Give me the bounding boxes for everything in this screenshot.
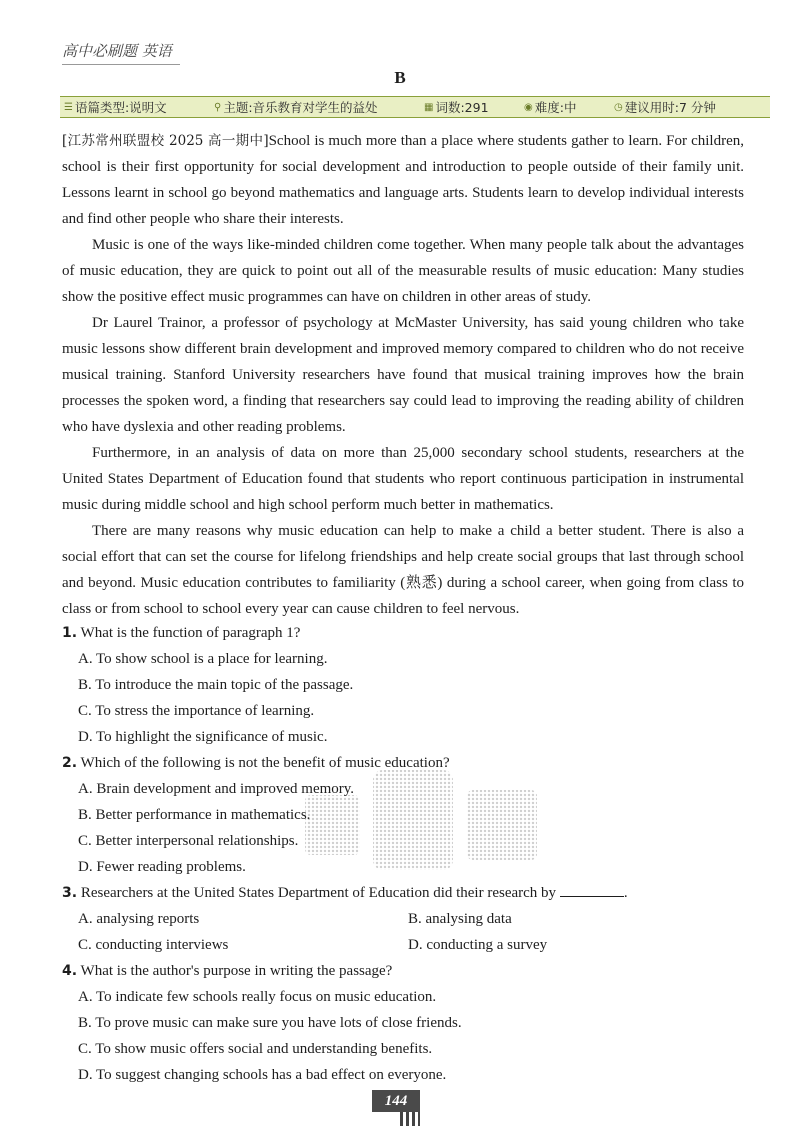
option-c: C. To show music offers social and understanding benefits. xyxy=(78,1041,433,1057)
option-a: A. analysing reports xyxy=(78,911,200,927)
option-row xyxy=(78,932,744,958)
grid-icon: ▦ xyxy=(424,101,434,113)
passage-paragraph-4: Furthermore, in an analysis of data on more than 25,000 secondary school students, researchers at the United States Department of Education found that students who report continuous participation in instrumental music during middle school and high school perform much better in mathematics. xyxy=(62,445,744,513)
option-c: C. conducting interviews xyxy=(78,937,229,953)
option-d: D. To suggest changing schools has a bad effect on everyone. xyxy=(78,1067,447,1083)
option-b: B. Better performance in mathematics. xyxy=(78,807,311,823)
difficulty-icon: ◉ xyxy=(524,101,533,113)
section-letter: B xyxy=(394,68,406,87)
book-header: 高中必刷题 英语 xyxy=(62,40,180,65)
info-time-label: 建议用时:7 分钟 xyxy=(624,100,716,115)
option-c: C. Better interpersonal relationships. xyxy=(78,833,299,849)
option-b: B. analysing data xyxy=(408,911,512,927)
passage-paragraph-5: There are many reasons why music education can help to make a child a better student. There is also a social effort that can set the course for lifelong friendships and help create social groups that last through school and beyond. Music education contributes to familiarity (熟悉) during a school career, when going from class to class or from school to school every year can cause children to feel nervous. xyxy=(62,523,744,617)
paragraph-text: School is much more than a place where students gather to learn. For children, school is their first opportunity for social development and introduction to people outside of their family unit. Lessons learnt in school go beyond mathematics and language arts. Students learn to develop individual interests and find other people who share their interests. xyxy=(62,133,744,227)
question-number: 4. xyxy=(62,963,78,979)
clock-icon: ◷ xyxy=(614,101,623,113)
option-a: A. Brain development and improved memory. xyxy=(78,781,355,797)
reading-passage xyxy=(62,128,744,622)
info-type-label: 语篇类型:说明文 xyxy=(74,100,167,115)
page-number: 144 xyxy=(372,1090,420,1112)
info-theme-label: 主题:音乐教育对学生的益处 xyxy=(223,100,378,115)
option-a: A. To show school is a place for learning. xyxy=(78,651,328,667)
info-type xyxy=(64,98,214,116)
question-number: 3. xyxy=(62,885,78,901)
document-icon: ☰ xyxy=(64,101,73,113)
question-number: 1. xyxy=(62,625,78,641)
question-4 xyxy=(62,958,744,984)
option-row xyxy=(78,906,744,932)
page-number-decoration xyxy=(400,1112,420,1126)
info-theme xyxy=(214,98,424,116)
option-a: A. To indicate few schools really focus on music education. xyxy=(78,989,437,1005)
info-bar xyxy=(60,96,770,118)
passage-paragraph-2: Music is one of the ways like-minded children come together. When many people talk about the advantages of music education, they are quick to point out all of the measurable results of music education: Many studies show the positive effect music programmes can have on children in other areas of study. xyxy=(62,237,744,305)
passage-source: [江苏常州联盟校 2025 高一期中] xyxy=(62,133,269,149)
passage-paragraph-3: Dr Laurel Trainor, a professor of psychology at McMaster University, has said young children who take music lessons show different brain development and improved memory compared to children who do not receive musical training. Stanford University researchers have found that musical training improves how the brain processes the spoken word, a finding that researchers say could lead to improving the reading ability of children who have dyslexia and other reading problems. xyxy=(62,315,744,435)
option-d: D. Fewer reading problems. xyxy=(78,859,246,875)
option-b: B. To prove music can make sure you have lots of close friends. xyxy=(78,1015,462,1031)
question-number: 2. xyxy=(62,755,78,771)
info-difficulty-label: 难度:中 xyxy=(534,100,577,115)
info-words-label: 词数:291 xyxy=(435,100,489,115)
option-c: C. To stress the importance of learning. xyxy=(78,703,315,719)
option-b: B. To introduce the main topic of the passage. xyxy=(78,677,354,693)
passage-paragraph-1 xyxy=(62,128,744,232)
stem-end: . xyxy=(623,885,628,901)
question-2 xyxy=(62,750,744,776)
info-difficulty xyxy=(524,98,614,116)
option-d: D. To highlight the significance of music. xyxy=(78,729,328,745)
magnifier-icon: ⚲ xyxy=(214,101,222,113)
question-stem: What is the function of paragraph 1? xyxy=(80,625,301,641)
question-stem: What is the author's purpose in writing the passage? xyxy=(80,963,393,979)
question-list xyxy=(62,620,744,1088)
info-words xyxy=(424,98,524,116)
question-stem: Researchers at the United States Department of Education did their research by xyxy=(80,885,557,901)
question-1 xyxy=(62,620,744,646)
info-time xyxy=(614,98,716,116)
question-stem: Which of the following is not the benefit of music education? xyxy=(80,755,450,771)
option-d: D. conducting a survey xyxy=(408,937,548,953)
question-3 xyxy=(62,880,744,906)
answer-blank xyxy=(560,882,624,897)
